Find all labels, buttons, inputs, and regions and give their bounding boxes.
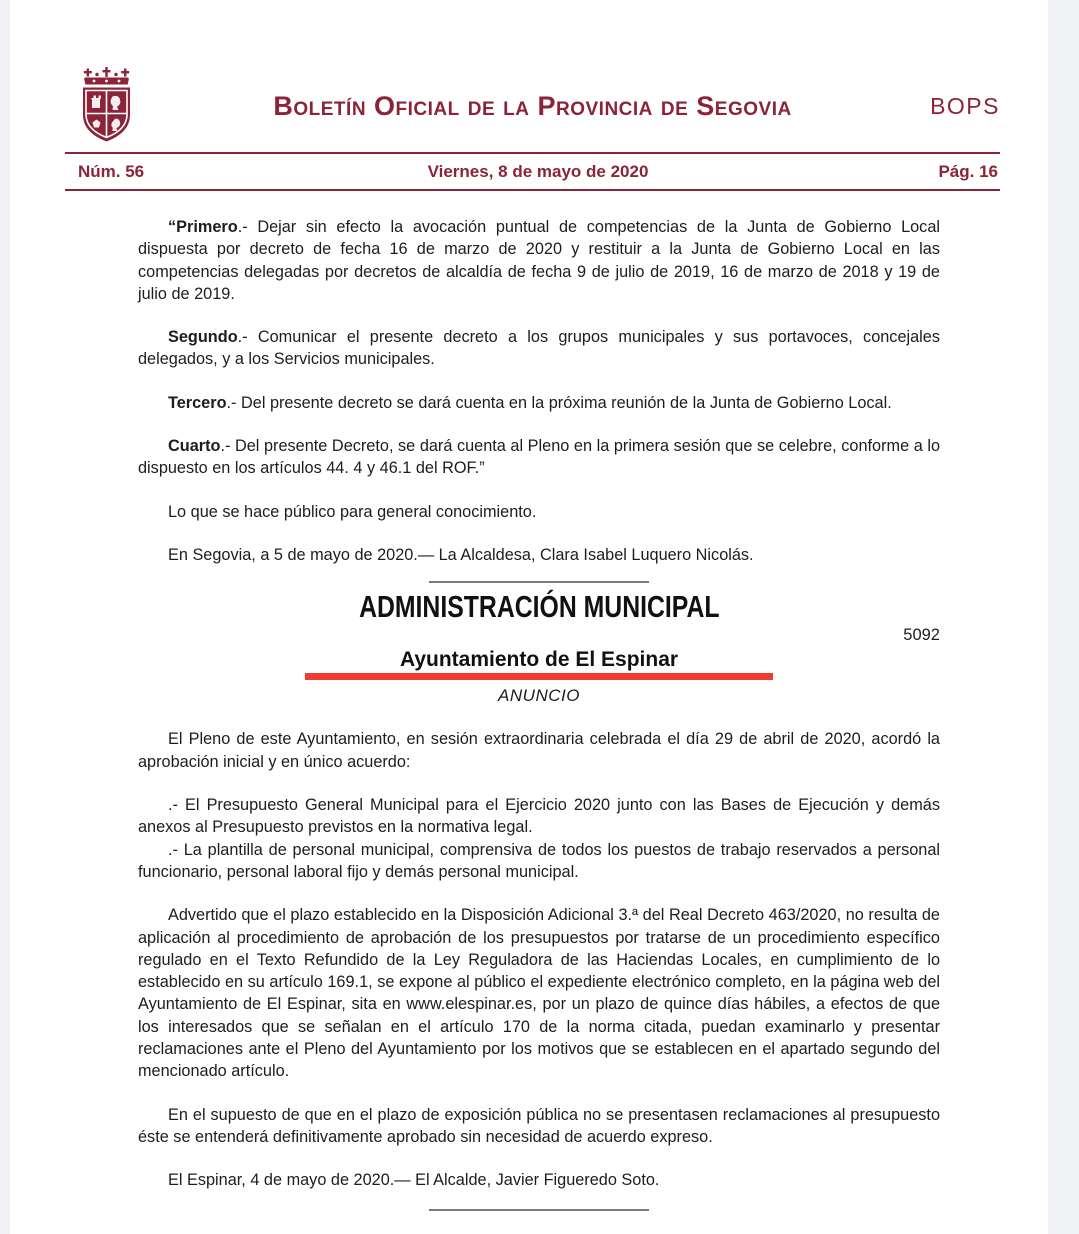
announcement-signature: El Espinar, 4 de mayo de 2020.— El Alcalde, Javier Figueredo Soto. xyxy=(168,1171,660,1190)
decree-point-text: .- Del presente Decreto, se dará cuenta al Pleno en la primera sesión que se celebre, conforme a lo dispuesto en los artículos 44. 4 y 46.1 del ROF.” xyxy=(138,437,940,478)
decree-point-text: .- Comunicar el presente decreto a los grupos municipales y sus portavoces, concejales delegados, y a los Servicios municipales. xyxy=(138,328,940,369)
issue-number: Núm. 56 xyxy=(78,162,145,181)
section-heading-text: ADMINISTRACIÓN MUNICIPAL xyxy=(358,589,720,625)
decree-closing: Lo que se hace público para general conocimiento. xyxy=(168,502,537,521)
viewer-gutter-left xyxy=(0,0,10,1234)
decree-point-label: “Primero xyxy=(168,218,238,236)
announcement-intro: El Pleno de este Ayuntamiento, en sesión extraordinaria celebrada el día 29 de abril de 2020, acordó la aprobación inicial y en único acuerdo: xyxy=(138,730,940,771)
decree-point-text: .- Dejar sin efecto la avocación puntual de competencias de la Junta de Gobierno Local dispuesta por decreto de fecha 16 de marzo de 2020 y restituir a la Junta de Gobierno Local en las competencias delegadas por decretos de alcaldía de fecha 9 de julio de 2019, 16 de marzo de 2018 y 19 de julio de 2019. xyxy=(138,218,940,303)
page-number: Pág. 16 xyxy=(938,162,999,181)
document-body xyxy=(138,216,940,1211)
segovia-coat-of-arms-icon xyxy=(78,67,135,143)
notice-label: ANUNCIO xyxy=(498,686,580,706)
decree-point-primero xyxy=(138,216,940,305)
decree-point-label: Cuarto xyxy=(168,437,221,456)
announcement-approval-paragraph: En el supuesto de que en el plazo de exposición pública no se presentasen reclamaciones al presupuesto éste se entenderá definitivamente aprobado sin necesidad de acuerdo expreso. xyxy=(138,1105,940,1146)
decree-signature: En Segovia, a 5 de mayo de 2020.— La Alcaldesa, Clara Isabel Luquero Nicolás. xyxy=(168,545,754,564)
decree-point-label: Segundo xyxy=(168,328,238,347)
viewer-gutter-right xyxy=(1048,0,1079,1234)
red-underline-marker xyxy=(305,673,773,680)
bulletin-title: Boletín Oficial de la Provincia de Segovia xyxy=(273,91,792,121)
decree-point-text: .- Del presente decreto se dará cuenta en la próxima reunión de la Junta de Gobierno Local. xyxy=(226,393,892,412)
section-divider xyxy=(429,581,649,583)
decree-point-tercero xyxy=(138,392,940,414)
issue-date: Viernes, 8 de mayo de 2020 xyxy=(427,162,649,181)
end-divider xyxy=(429,1209,649,1211)
announcement-number: 5092 xyxy=(903,625,940,644)
issue-info-row xyxy=(65,154,1000,189)
resolution-item-2: .- La plantilla de personal municipal, comprensiva de todos los puestos de trabajo reservados a personal funcionario, personal laboral fijo y demás personal municipal. xyxy=(138,840,940,881)
section-heading xyxy=(138,589,940,625)
decree-point-label: Tercero xyxy=(168,393,227,412)
bulletin-acronym: BOPS xyxy=(930,93,1000,119)
header-rule-bottom xyxy=(65,189,1000,191)
decree-point-cuarto xyxy=(138,435,940,480)
decree-point-segundo xyxy=(138,326,940,371)
resolution-item-1: .- El Presupuesto General Municipal para el Ejercicio 2020 junto con las Bases de Ejecución y demás anexos al Presupuesto previstos en la normativa legal. xyxy=(138,796,940,837)
announcement-exposure-paragraph: Advertido que el plazo establecido en la Disposición Adicional 3.ª del Real Decreto 463/2020, no resulta de aplicación al procedimiento de aprobación de los presupuestos por tratarse de un procedimiento específico regulado en el Texto Refundido de la Ley Reguladora de las Haciendas Locales, en cumplimiento de lo establecido en su artículo 169.1, se expone al público el expediente electrónico completo, en la página web del Ayuntamiento de El Espinar, sita en www.elespinar.es, por un plazo de quince días hábiles, a efectos de que los interesados que se señalan en el artículo 170 de la norma citada, puedan examinarlo y presentar reclamaciones ante el Pleno del Ayuntamiento por los motivos que se establecen en el apartado segundo del mencionado artículo. xyxy=(138,906,940,1081)
masthead xyxy=(65,0,1000,152)
entity-name: Ayuntamiento de El Espinar xyxy=(399,647,679,671)
